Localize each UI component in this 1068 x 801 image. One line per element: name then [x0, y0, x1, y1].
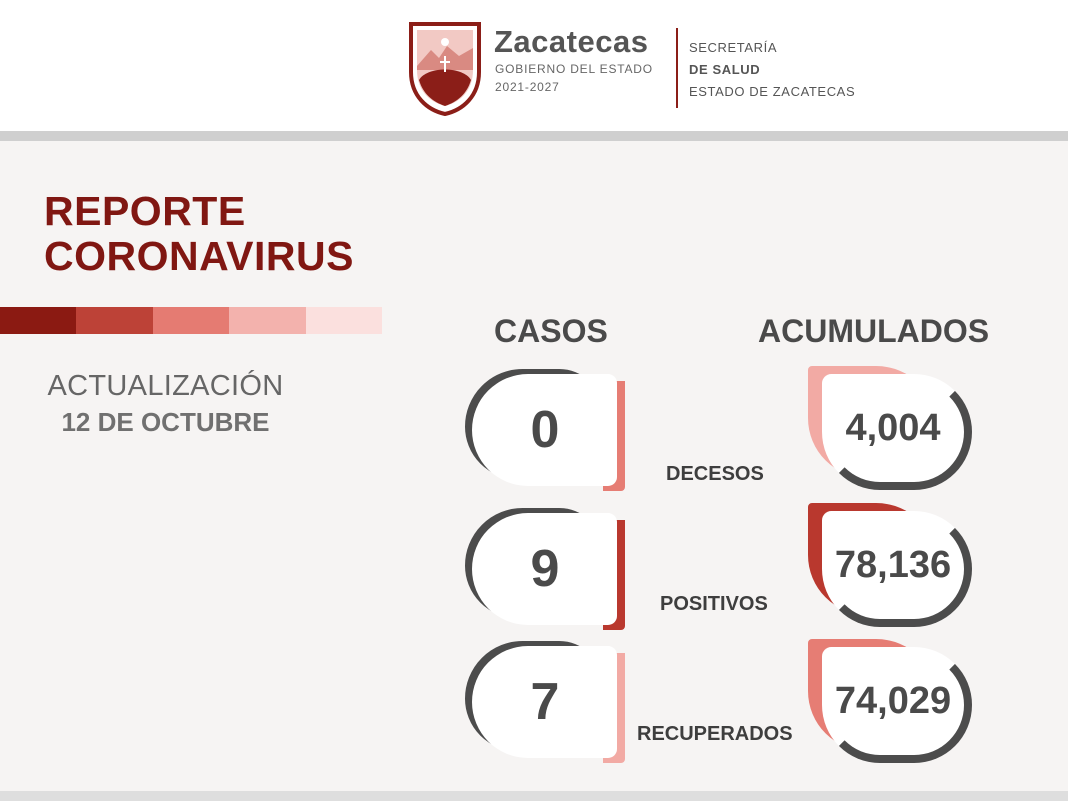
title-line-2: CORONAVIRUS [44, 233, 354, 279]
gov-name: Zacatecas [494, 24, 649, 59]
gov-subtitle: GOBIERNO DEL ESTADO [495, 62, 653, 76]
secretaria-line-1: SECRETARÍA [689, 40, 778, 55]
column-casos: CASOS [494, 313, 608, 349]
color-stripes [0, 307, 382, 334]
report-panel [0, 141, 1068, 801]
update-date: 12 DE OCTUBRE [61, 407, 270, 437]
acum-decesos-value: 4,004 [845, 407, 941, 449]
report-title [44, 189, 354, 279]
casos-recuperados-badge [465, 641, 625, 763]
header-divider [676, 28, 678, 108]
casos-decesos-value: 0 [530, 401, 560, 459]
secretaria-line-2: DE SALUD [689, 62, 761, 77]
title-line-1: REPORTE [44, 188, 246, 234]
acum-recuperados-badge [808, 639, 973, 764]
column-acumulados: ACUMULADOS [758, 313, 990, 349]
row-label-recuperados: RECUPERADOS [637, 723, 793, 745]
row-label-positivos: POSITIVOS [660, 593, 768, 615]
casos-positivos-badge [465, 508, 625, 630]
casos-recuperados-value: 7 [530, 673, 560, 731]
row-label-decesos: DECESOS [666, 463, 764, 485]
acum-positivos-badge [808, 503, 973, 628]
gov-years: 2021-2027 [495, 80, 560, 94]
acum-recuperados-value: 74,029 [834, 680, 952, 722]
header [0, 0, 1068, 131]
stripe-5 [306, 307, 382, 334]
stripe-3 [153, 307, 229, 334]
bottom-divider-bar [0, 791, 1068, 801]
stripe-1 [0, 307, 76, 334]
zacatecas-crest-icon [405, 20, 485, 116]
secretaria-line-3: ESTADO DE ZACATECAS [689, 84, 856, 99]
stripe-2 [76, 307, 152, 334]
casos-decesos-badge [465, 369, 625, 491]
acum-decesos-badge [808, 366, 973, 491]
update-label: ACTUALIZACIÓN [47, 370, 284, 402]
casos-positivos-value: 9 [530, 540, 560, 598]
stripe-4 [229, 307, 305, 334]
top-divider-bar [0, 131, 1068, 141]
acum-positivos-value: 78,136 [834, 544, 952, 586]
